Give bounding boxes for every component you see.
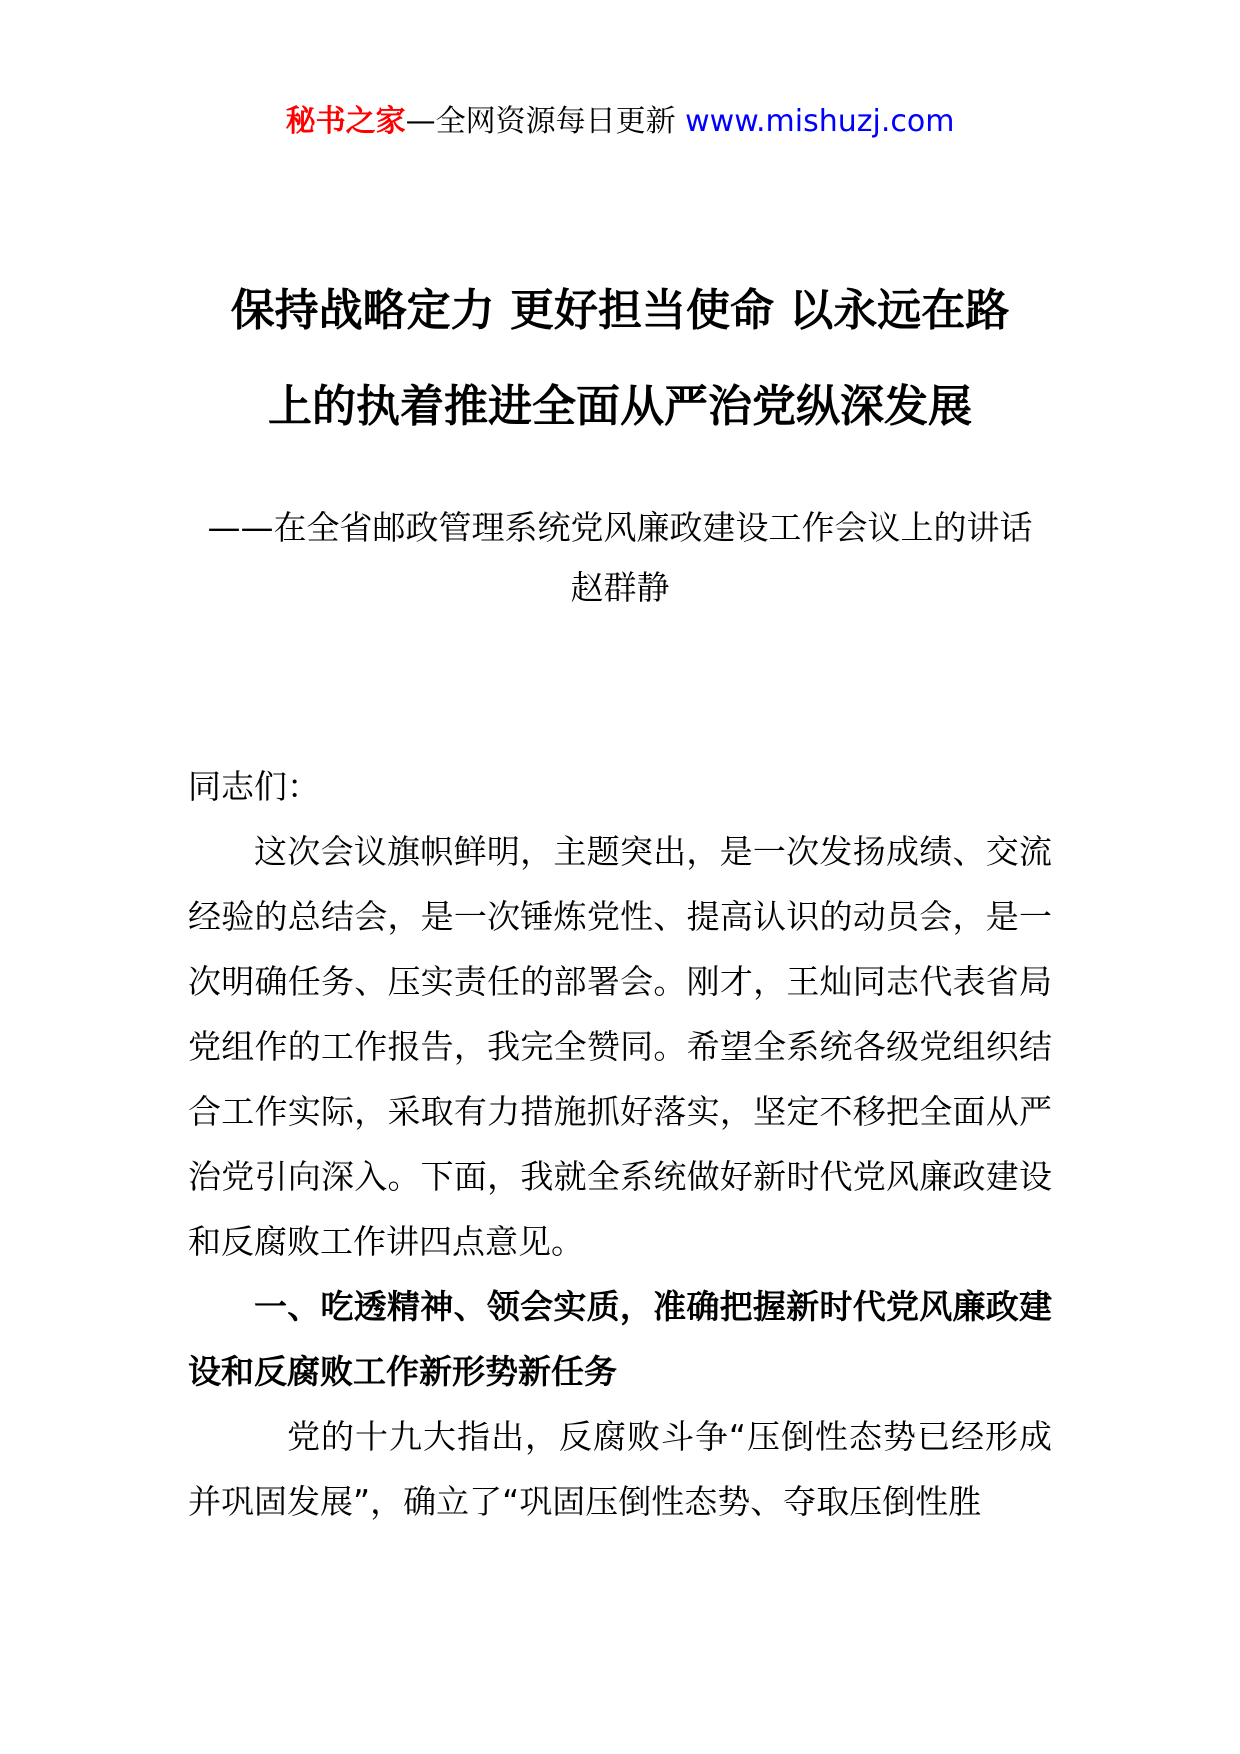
- document-subtitle: ——在全省邮政管理系统党风廉政建设工作会议上的讲话: [207, 508, 1033, 547]
- site-header: [0, 102, 1240, 142]
- author-name: 赵群静: [570, 568, 670, 607]
- title-line-2: 上的执着推进全面从严治党纵深发展: [268, 381, 972, 432]
- brand-name: 秘书之家: [285, 104, 406, 139]
- salutation: 同志们：: [188, 767, 320, 806]
- body-paragraph: 这次会议旗帜鲜明，主题突出，是一次发扬成绩、交流经验的总结会，是一次锤炼党性、提高认识的动员会，是一次明确任务、压实责任的部署会。刚才，王灿同志代表省局党组作的工作报告，我完全赞同。希望全系统各级党组织结合工作实际，采取有力措施抓好落实，坚定不移把全面从严治党引向深入。下面，我就全系统做好新时代党风廉政建设和反腐败工作讲四点意见。: [188, 832, 1052, 1261]
- document-body: [188, 754, 1052, 1534]
- title-line-1: 保持战略定力 更好担当使命 以永远在路: [230, 285, 1010, 336]
- website-link[interactable]: www.mishuzj.com: [685, 104, 955, 139]
- document-title: [150, 263, 1090, 455]
- body-paragraph: 党的十九大指出，反腐败斗争“压倒性态势已经形成并巩固发展”，确立了“巩固压倒性态势、夺取压倒性胜: [188, 1417, 1052, 1521]
- header-tagline: —全网资源每日更新: [405, 104, 686, 139]
- section-heading: 一、吃透精神、领会实质，准确把握新时代党风廉政建设和反腐败工作新形势新任务: [188, 1287, 1052, 1391]
